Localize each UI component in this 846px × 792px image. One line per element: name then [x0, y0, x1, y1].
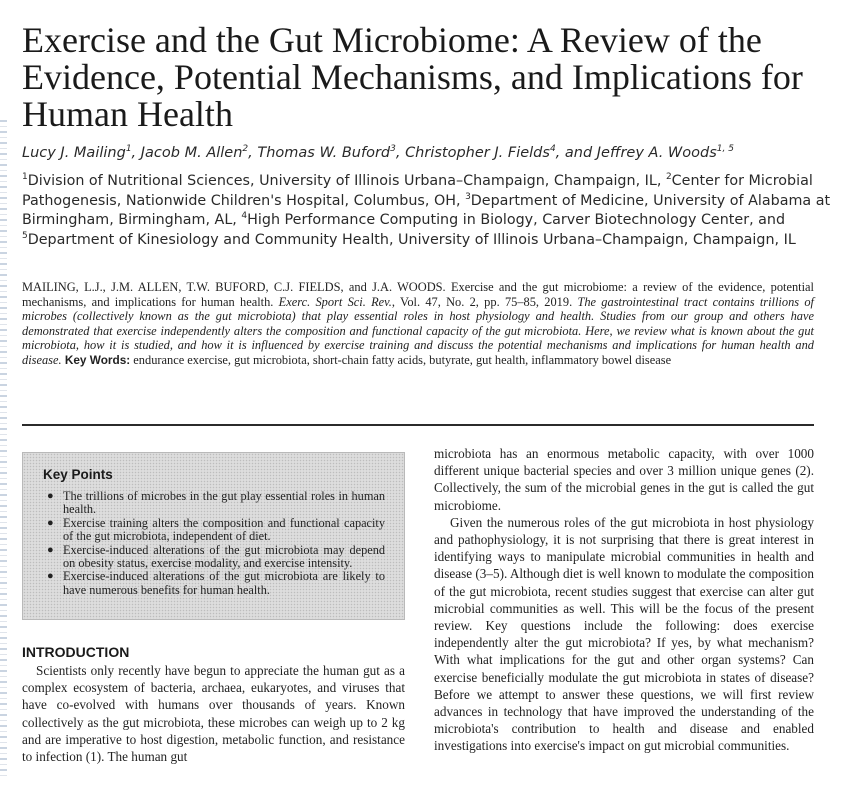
affiliation: High Performance Computing in Biology, Carver Biotechnology Center, and: [247, 212, 786, 229]
list-item: ● The trillions of microbes in the gut play essential roles in human health.: [47, 489, 385, 517]
bullet-icon: ●: [47, 516, 54, 529]
keywords-label: Key Words:: [61, 352, 131, 367]
article-title: Exercise and the Gut Microbiome: A Review of the Evidence, Potential Mechanisms, and Implications for Human Health: [22, 20, 803, 134]
list-item: ● Exercise training alters the composition and functional capacity of the gut microbiota, independent of diet.: [47, 515, 385, 544]
author: Lucy J. Mailing$^1$,: [22, 144, 141, 161]
paragraph-continuation: microbiota has an enormous metabolic capacity, with over 1000 different unique bacterial species and over 3 million unique genes (2). Collectively, the sum of the microbial genes in the gut is called the gut microbiome.: [434, 446, 814, 513]
affiliation: Department of Kinesiology and Community Health, University of Illinois Urbana–Champaign, Champaign, IL: [27, 231, 796, 248]
keywords: endurance exercise, gut microbiota, short-chain fatty acids, butyrate, gut health, inflammatory bowel disease: [130, 352, 672, 367]
abstract-citation: MAILING, L.J., J.M. ALLEN, T.W. BUFORD, C.J. FIELDS, and J.A. WOODS. Exercise and the gut microbiome: a review of the evidence, potential mechanisms, and implications for human health.: [22, 280, 814, 309]
bullet-icon: ●: [47, 490, 54, 502]
author: Thomas W. Buford$^3$,: [257, 144, 406, 161]
key-points-list: [45, 490, 385, 597]
bullet-icon: ●: [47, 570, 54, 583]
affiliation: Center for Microbial Pathogenesis, Nationwide Children's Hospital, Columbus, OH,: [22, 173, 813, 209]
affiliations: $^1$Division of Nutritional Sciences, University of Illinois Urbana–Champaign, Champaign, IL, $^2$Center for Microbial Pathogenesis, Nationwide Children's Hospital, Columbus, OH, $^3$Department of Medicine, University of Alabama at Birmingham, Birmingham, AL, $^4$High Performance Computing in Biology, Carver Biotechnology Center, and $^5$Department of Kinesiology and Community Health, University of Illinois Urbana–Champaign, Champaign, IL: [22, 172, 831, 248]
abstract-summary: The gastrointestinal tract contains trillions of microbes (collectively known as the gut microbiota) that play essential roles in host physiology and health. Studies from our group and others have demonstrated that exercise independently alters the composition and functional capacity of the gut microbiota. Here, we review what is known about the gut microbiota, how it is studied, and how it is influenced by exercise training and discuss the potential mechanisms and implications for human health and disease.: [22, 294, 814, 367]
introduction-heading: INTRODUCTION: [22, 644, 130, 660]
author-list: [22, 143, 832, 163]
bullet-icon: ●: [47, 543, 54, 556]
abstract-citation-details: , Vol. 47, No. 2, pp. 75–85, 2019.: [391, 294, 573, 309]
author: Jacob M. Allen$^2$,: [140, 144, 258, 161]
key-points-box: [22, 452, 405, 620]
list-item: ● Exercise-induced alterations of the gut microbiota are likely to have numerous benefits for human health.: [47, 569, 385, 597]
affiliation: Division of Nutritional Sciences, University of Illinois Urbana–Champaign, Champaign, IL,: [27, 173, 666, 189]
affiliation: Department of Medicine, University of Alabama at Birmingham, Birmingham, AL,: [22, 192, 831, 229]
author: Christopher J. Fields$^4$, and: [405, 144, 597, 161]
introduction-paragraph: Scientists only recently have begun to appreciate the human gut as a complex ecosystem of bacteria, archaea, eukaryotes, and viruses that have co-evolved with humans over thousands of years. Known collectively as the gut microbiota, these microbes can weigh up to 2 kg and are imperative to host digestion, metabolic function, and resistance to infection (1). The human gut: [22, 663, 405, 765]
author: Jeffrey A. Woods$^{1, 5}$: [596, 144, 734, 161]
section-divider: [22, 424, 814, 426]
key-points-title: Key Points: [43, 467, 113, 482]
journal-name: Exerc. Sport Sci. Rev.: [278, 294, 392, 309]
paragraph: Given the numerous roles of the gut microbiota in host physiology and pathophysiology, it is not surprising that there is great interest in identifying ways to manipulate microbial communities in health and disease (3–5). Although diet is well known to modulate the composition of the gut microbiota, recent studies suggest that exercise can alter gut microbial communities as well. This will be the focus of the present review. Key questions include the following: does exercise independently alter the gut microbiota? If yes, by what mechanism? With what implications for the gut and other organ systems? Can exercise beneficially modulate the gut microbiota in states of disease? Before we attempt to answer these questions, we will first review advances in technology that have improved the understanding of the microbiota's contribution to health and disease and enabled investigations into exercise's impact on gut microbial communities.: [434, 514, 814, 754]
right-column: [434, 445, 814, 755]
abstract: [22, 280, 814, 368]
scan-edge-strip: [0, 120, 7, 780]
list-item: ● Exercise-induced alterations of the gut microbiota may depend on obesity status, exercise modality, and exercise intensity.: [47, 542, 385, 571]
